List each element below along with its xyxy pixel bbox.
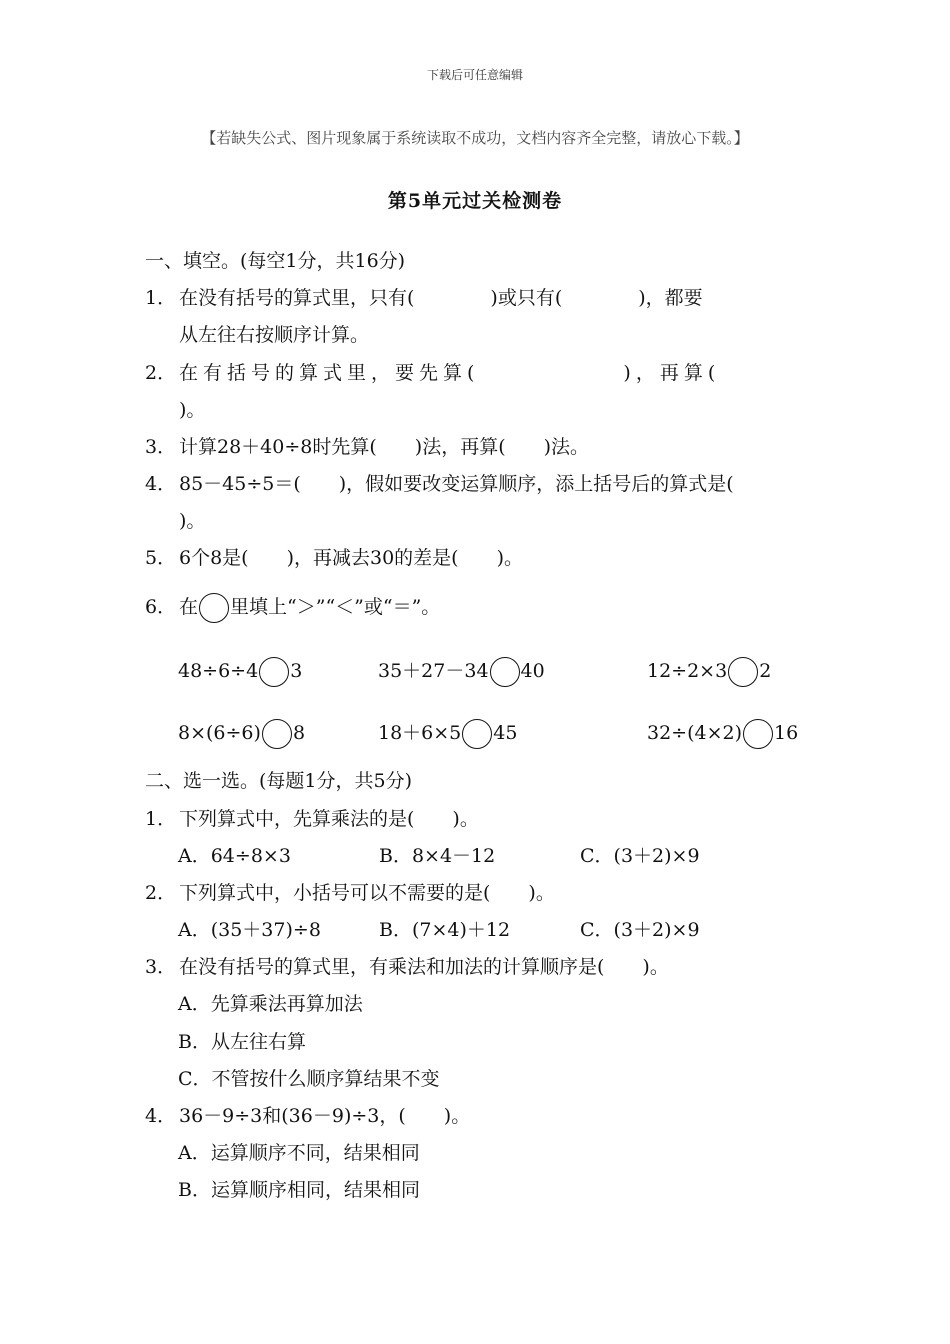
compare-item xyxy=(178,657,302,687)
answer-circle-icon[interactable] xyxy=(259,657,289,687)
compare-right: 16 xyxy=(774,722,799,744)
compare-right: 8 xyxy=(292,722,306,744)
question-number: 4． xyxy=(145,1105,177,1127)
compare-right: 2 xyxy=(759,660,772,682)
section2-heading: 二、选一选。(每题1分，共5分) xyxy=(145,770,413,792)
s1-q3 xyxy=(145,434,589,460)
s1-q2-line1 xyxy=(145,360,720,386)
option-a[interactable]: A．先算乘法再算加法 xyxy=(178,993,363,1015)
answer-circle-icon[interactable] xyxy=(490,657,520,687)
compare-right: 3 xyxy=(290,660,303,682)
compare-right: 45 xyxy=(493,722,518,744)
header-note: 下载后可任意编辑 xyxy=(426,68,523,82)
compare-left: 32÷(4×2) xyxy=(647,722,743,744)
question-text: 计算28＋40÷8时先算( )法，再算( )法。 xyxy=(179,436,590,458)
option-b[interactable]: B．从左往右算 xyxy=(178,1031,306,1053)
compare-left: 8×(6÷6) xyxy=(178,722,261,744)
question-text: 下列算式中，先算乘法的是( )。 xyxy=(179,808,479,830)
compare-item xyxy=(178,719,305,749)
answer-circle-icon[interactable] xyxy=(462,719,492,749)
answer-circle-icon[interactable] xyxy=(728,657,758,687)
s2-q4 xyxy=(145,1103,470,1129)
s1-q6 xyxy=(145,593,440,623)
s1-q1-line1 xyxy=(145,285,703,311)
s1-q4-line2: )。 xyxy=(179,510,206,532)
compare-item xyxy=(647,719,798,749)
section1-heading: 一、填空。(每空1分，共16分) xyxy=(145,250,406,272)
question-number: 5． xyxy=(145,547,177,569)
option-a[interactable]: A．64÷8×3 xyxy=(178,845,291,867)
question-number: 1． xyxy=(145,808,177,830)
s2-q2 xyxy=(145,880,555,906)
question-number: 1． xyxy=(145,287,177,309)
s2-q3 xyxy=(145,954,669,980)
s1-q1-line2: 从左往右按顺序计算。 xyxy=(179,324,370,346)
s2-q1 xyxy=(145,806,479,832)
s1-q4-line1 xyxy=(145,471,734,497)
question-text: 在没有括号的算式里，有乘法和加法的计算顺序是( )。 xyxy=(179,956,669,978)
question-text: 在没有括号的算式里，只有( )或只有( )，都要 xyxy=(179,287,703,309)
compare-left: 12÷2×3 xyxy=(647,660,728,682)
answer-circle-icon[interactable] xyxy=(743,719,773,749)
question-number: 3． xyxy=(145,956,177,978)
compare-left: 18＋6×5 xyxy=(378,722,462,744)
option-c[interactable]: C．(3＋2)×9 xyxy=(580,919,700,941)
question-text: 下列算式中，小括号可以不需要的是( )。 xyxy=(179,882,555,904)
question-text: 在有括号的算式里，要先算( )，再算( xyxy=(179,362,721,384)
s1-q5 xyxy=(145,545,523,571)
question-number: 4． xyxy=(145,473,177,495)
option-b[interactable]: B．8×4－12 xyxy=(379,845,496,867)
compare-left: 48÷6÷4 xyxy=(178,660,259,682)
missing-content-notice: 【若缺失公式、图片现象属于系统读取不成功，文档内容齐全完整，请放心下载。】 xyxy=(201,129,749,147)
compare-item xyxy=(378,719,517,749)
compare-right: 40 xyxy=(520,660,545,682)
s1-q2-line2: )。 xyxy=(179,399,206,421)
option-a[interactable]: A．运算顺序不同，结果相同 xyxy=(178,1142,420,1164)
question-text: 85－45÷5＝( )，假如要改变运算顺序，添上括号后的算式是( xyxy=(179,473,734,495)
question-number: 6． xyxy=(145,596,177,618)
question-text: 36－9÷3和(36－9)÷3，( )。 xyxy=(179,1105,471,1127)
compare-item xyxy=(378,657,545,687)
page-title: 第5单元过关检测卷 xyxy=(387,190,563,212)
option-b[interactable]: B．(7×4)＋12 xyxy=(379,919,511,941)
compare-item xyxy=(647,657,771,687)
option-c[interactable]: C．不管按什么顺序算结果不变 xyxy=(178,1068,440,1090)
question-text-post: 里填上“＞”“＜”或“＝”。 xyxy=(230,596,441,618)
question-number: 3． xyxy=(145,436,177,458)
answer-circle-icon xyxy=(199,593,229,623)
question-number: 2． xyxy=(145,882,177,904)
question-number: 2． xyxy=(145,362,177,384)
question-text: 6个8是( )，再减去30的差是( )。 xyxy=(179,547,524,569)
compare-left: 35＋27－34 xyxy=(378,660,489,682)
option-b[interactable]: B．运算顺序相同，结果相同 xyxy=(178,1179,420,1201)
option-c[interactable]: C．(3＋2)×9 xyxy=(580,845,700,867)
answer-circle-icon[interactable] xyxy=(262,719,292,749)
option-a[interactable]: A．(35＋37)÷8 xyxy=(178,919,321,941)
question-text-pre: 在 xyxy=(179,596,199,618)
